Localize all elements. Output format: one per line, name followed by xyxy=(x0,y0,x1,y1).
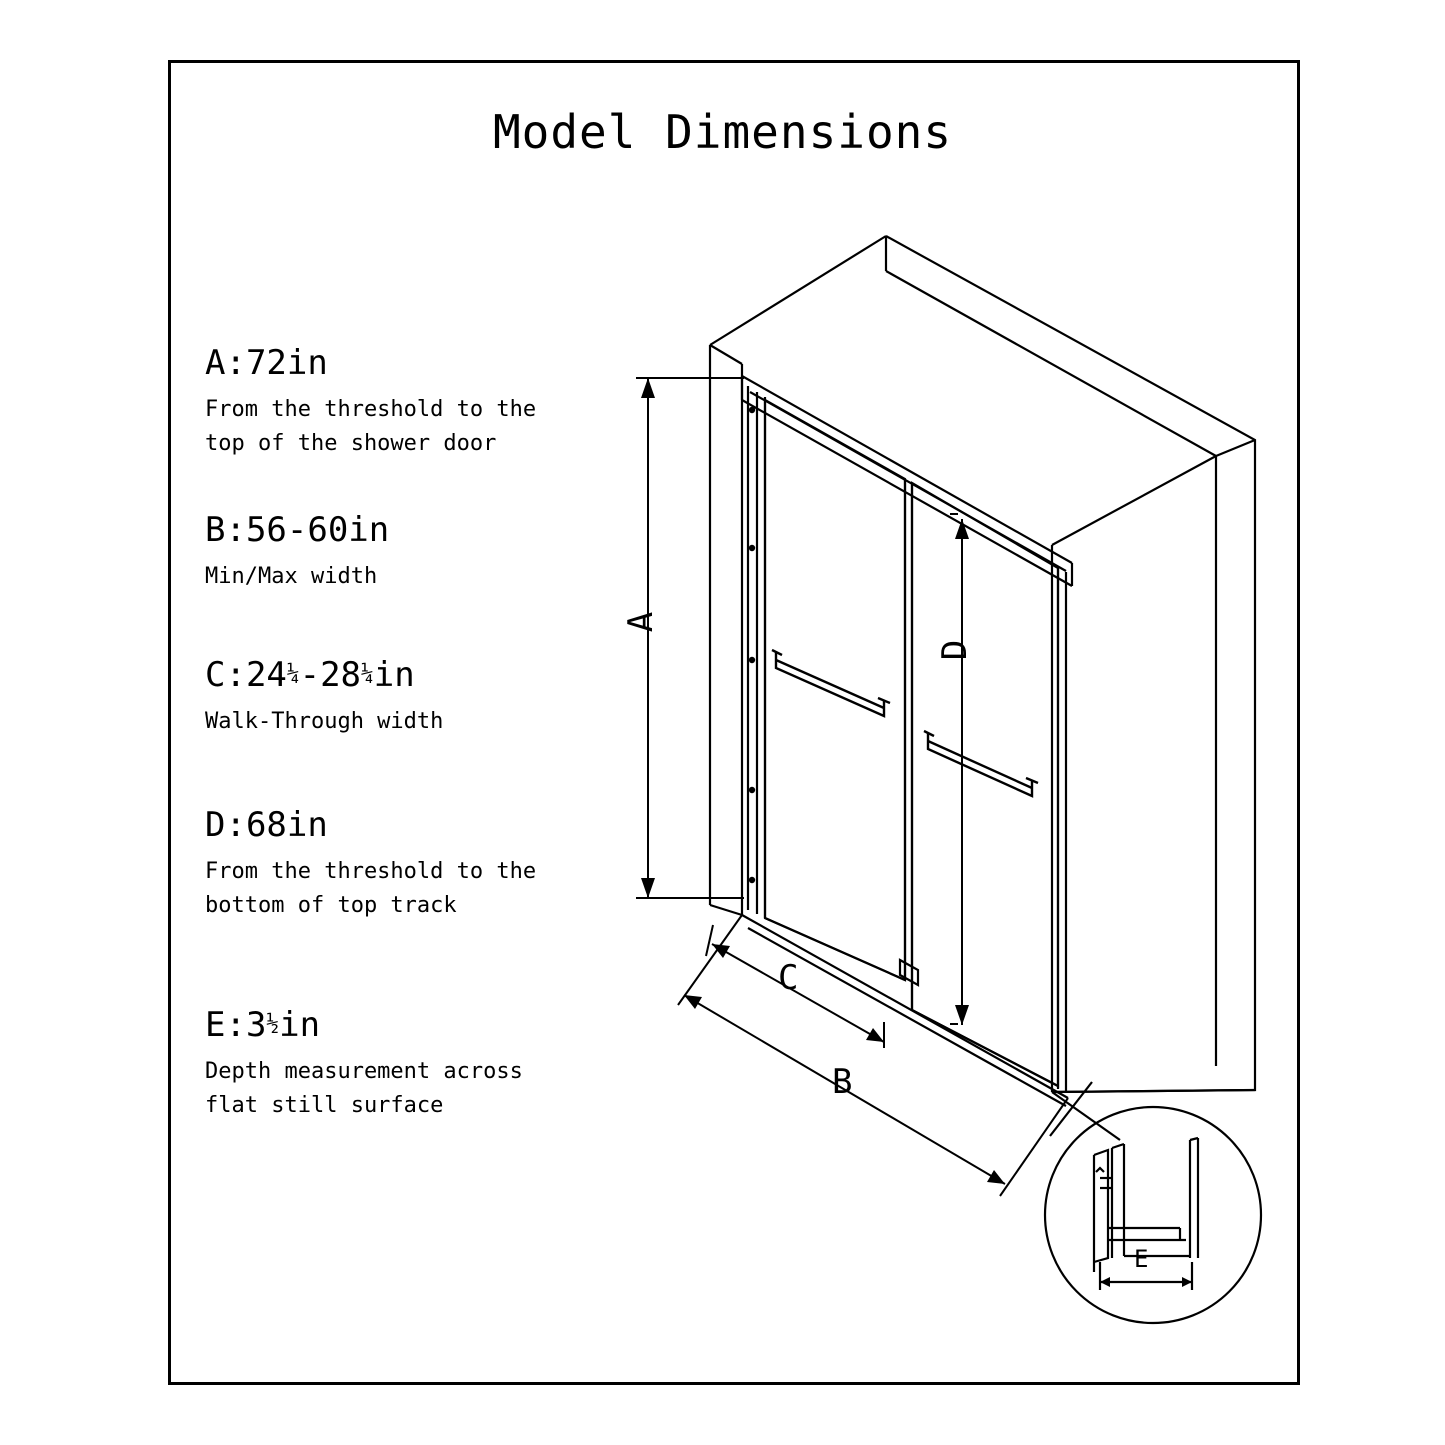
legend-desc-e: Depth measurement across flat still surface xyxy=(205,1059,523,1118)
legend-desc-c: Walk-Through width xyxy=(205,709,444,734)
legend-title-c xyxy=(205,655,625,695)
dimension-label-b: B xyxy=(832,1062,853,1102)
legend-title-c-suffix: in xyxy=(373,655,415,695)
legend-desc-b: Min/Max width xyxy=(205,564,378,589)
legend-title-e xyxy=(205,1005,625,1045)
legend-title-c-prefix: C:24 xyxy=(205,655,287,695)
legend-item-d xyxy=(205,805,625,923)
legend-title-a: A:72in xyxy=(205,343,328,383)
legend-item-e xyxy=(205,1005,625,1123)
legend-title-b: B:56-60in xyxy=(205,510,390,550)
legend-item-c xyxy=(205,655,625,739)
dimension-label-e: E xyxy=(1134,1245,1149,1273)
dimension-label-a: A xyxy=(621,611,662,633)
legend-title-c-mid: -28 xyxy=(299,655,362,695)
dimension-label-d: D xyxy=(935,639,976,661)
legend-item-a xyxy=(205,343,625,461)
legend-desc-d: From the threshold to the bottom of top track xyxy=(205,859,537,918)
legend-item-b xyxy=(205,510,625,594)
legend-title-e-frac: ½ xyxy=(266,1009,280,1035)
legend-title-c-frac2: ¼ xyxy=(361,659,374,685)
legend-title-e-prefix: E:3 xyxy=(205,1005,267,1045)
legend-title-d: D:68in xyxy=(205,805,328,845)
page-title: Model Dimensions xyxy=(492,105,953,159)
dimension-label-c: C xyxy=(778,958,799,998)
legend-desc-a: From the threshold to the top of the shower door xyxy=(205,397,537,456)
legend-title-e-suffix: in xyxy=(279,1005,321,1045)
legend-title-c-frac1: ¼ xyxy=(286,659,300,685)
